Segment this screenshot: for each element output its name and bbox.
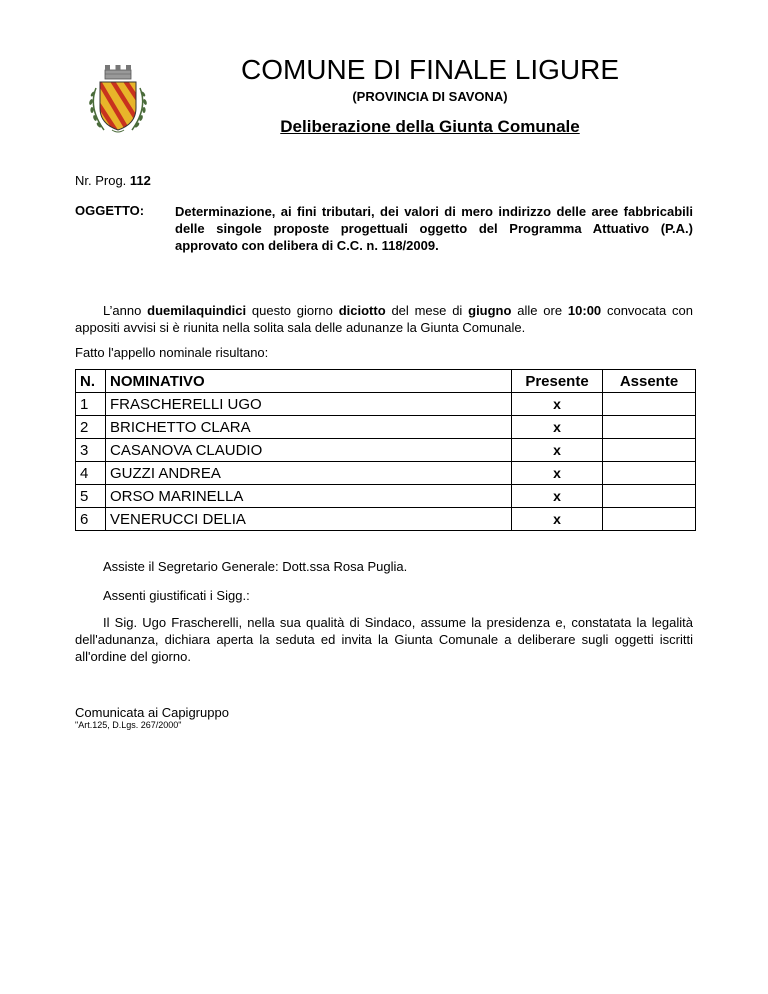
row-name: FRASCHERELLI UGO — [106, 393, 512, 416]
row-present: x — [512, 508, 603, 531]
table-row — [76, 439, 696, 462]
table-row — [76, 485, 696, 508]
crest-icon — [78, 58, 158, 138]
intro-part-5: convocata con appositi avvisi si è riunita nella solita sala delle adunanze la Giunta Comunale. — [75, 303, 693, 335]
row-number: 2 — [76, 416, 106, 439]
row-name: VENERUCCI DELIA — [106, 508, 512, 531]
legal-reference: "Art.125, D.Lgs. 267/2000" — [75, 720, 182, 730]
row-absent — [603, 416, 696, 439]
secretary-line: Assiste il Segretario Generale: Dott.ssa Rosa Puglia. — [103, 559, 408, 574]
intro-part-1: L’anno — [103, 303, 148, 318]
intro-part-4: alle ore — [511, 303, 568, 318]
table-row — [76, 508, 696, 531]
intro-paragraph — [75, 302, 693, 336]
subject-text: Determinazione, ai fini tributari, dei valori di mero indirizzo delle aree fabbricabili delle singole proposte progettuali oggetto del Programma Attuativo (P.A.) approvato con delibera di C.C. n. 118/2009. — [175, 204, 693, 253]
row-absent — [603, 393, 696, 416]
intro-part-3: del mese di — [385, 303, 469, 318]
intro-part-2: questo giorno — [246, 303, 339, 318]
row-present: x — [512, 416, 603, 439]
intro-time: 10:00 — [567, 303, 602, 318]
roll-call-text: Fatto l'appello nominale risultano: — [75, 345, 269, 360]
row-number: 4 — [76, 462, 106, 485]
row-present: x — [512, 485, 603, 508]
row-absent — [603, 508, 696, 531]
row-absent — [603, 462, 696, 485]
prog-label: Nr. Prog. — [75, 173, 127, 188]
table-row — [76, 393, 696, 416]
table-row — [76, 462, 696, 485]
absent-justified-line: Assenti giustificati i Sigg.: — [103, 588, 250, 603]
row-name: GUZZI ANDREA — [106, 462, 512, 485]
header-name: NOMINATIVO — [106, 370, 512, 393]
row-name: BRICHETTO CLARA — [106, 416, 512, 439]
row-present: x — [512, 462, 603, 485]
row-name: CASANOVA CLAUDIO — [106, 439, 512, 462]
mayor-paragraph: Il Sig. Ugo Frascherelli, nella sua qualità di Sindaco, assume la presidenza e, constatata la legalità dell'adunanza, dichiara aperta la seduta ed invita la Giunta Comunale a deliberare sugli oggetti iscritti all'ordine del giorno. — [75, 615, 693, 664]
page-subtitle: (PROVINCIA DI SAVONA) — [352, 89, 508, 104]
prog-value: 112 — [129, 173, 151, 188]
intro-year: duemilaquindici — [147, 303, 247, 318]
row-name: ORSO MARINELLA — [106, 485, 512, 508]
intro-day: diciotto — [338, 303, 386, 318]
attendance-table — [75, 369, 696, 531]
communicated-to-groups: Comunicata ai Capigruppo — [75, 705, 229, 720]
header-absent: Assente — [603, 370, 696, 393]
row-absent — [603, 485, 696, 508]
progressive-number — [75, 173, 151, 188]
row-absent — [603, 439, 696, 462]
row-present: x — [512, 439, 603, 462]
row-number: 3 — [76, 439, 106, 462]
row-number: 5 — [76, 485, 106, 508]
header-number: N. — [76, 370, 106, 393]
row-number: 6 — [76, 508, 106, 531]
header-present: Presente — [512, 370, 603, 393]
subject-label: OGGETTO: — [75, 203, 145, 218]
page-title: COMUNE DI FINALE LIGURE — [240, 54, 620, 85]
row-present: x — [512, 393, 603, 416]
attendance-header-row — [76, 370, 696, 393]
municipal-crest — [78, 58, 158, 138]
table-row — [76, 416, 696, 439]
document-heading: Deliberazione della Giunta Comunale — [280, 117, 580, 136]
row-number: 1 — [76, 393, 106, 416]
intro-month: giugno — [468, 303, 512, 318]
